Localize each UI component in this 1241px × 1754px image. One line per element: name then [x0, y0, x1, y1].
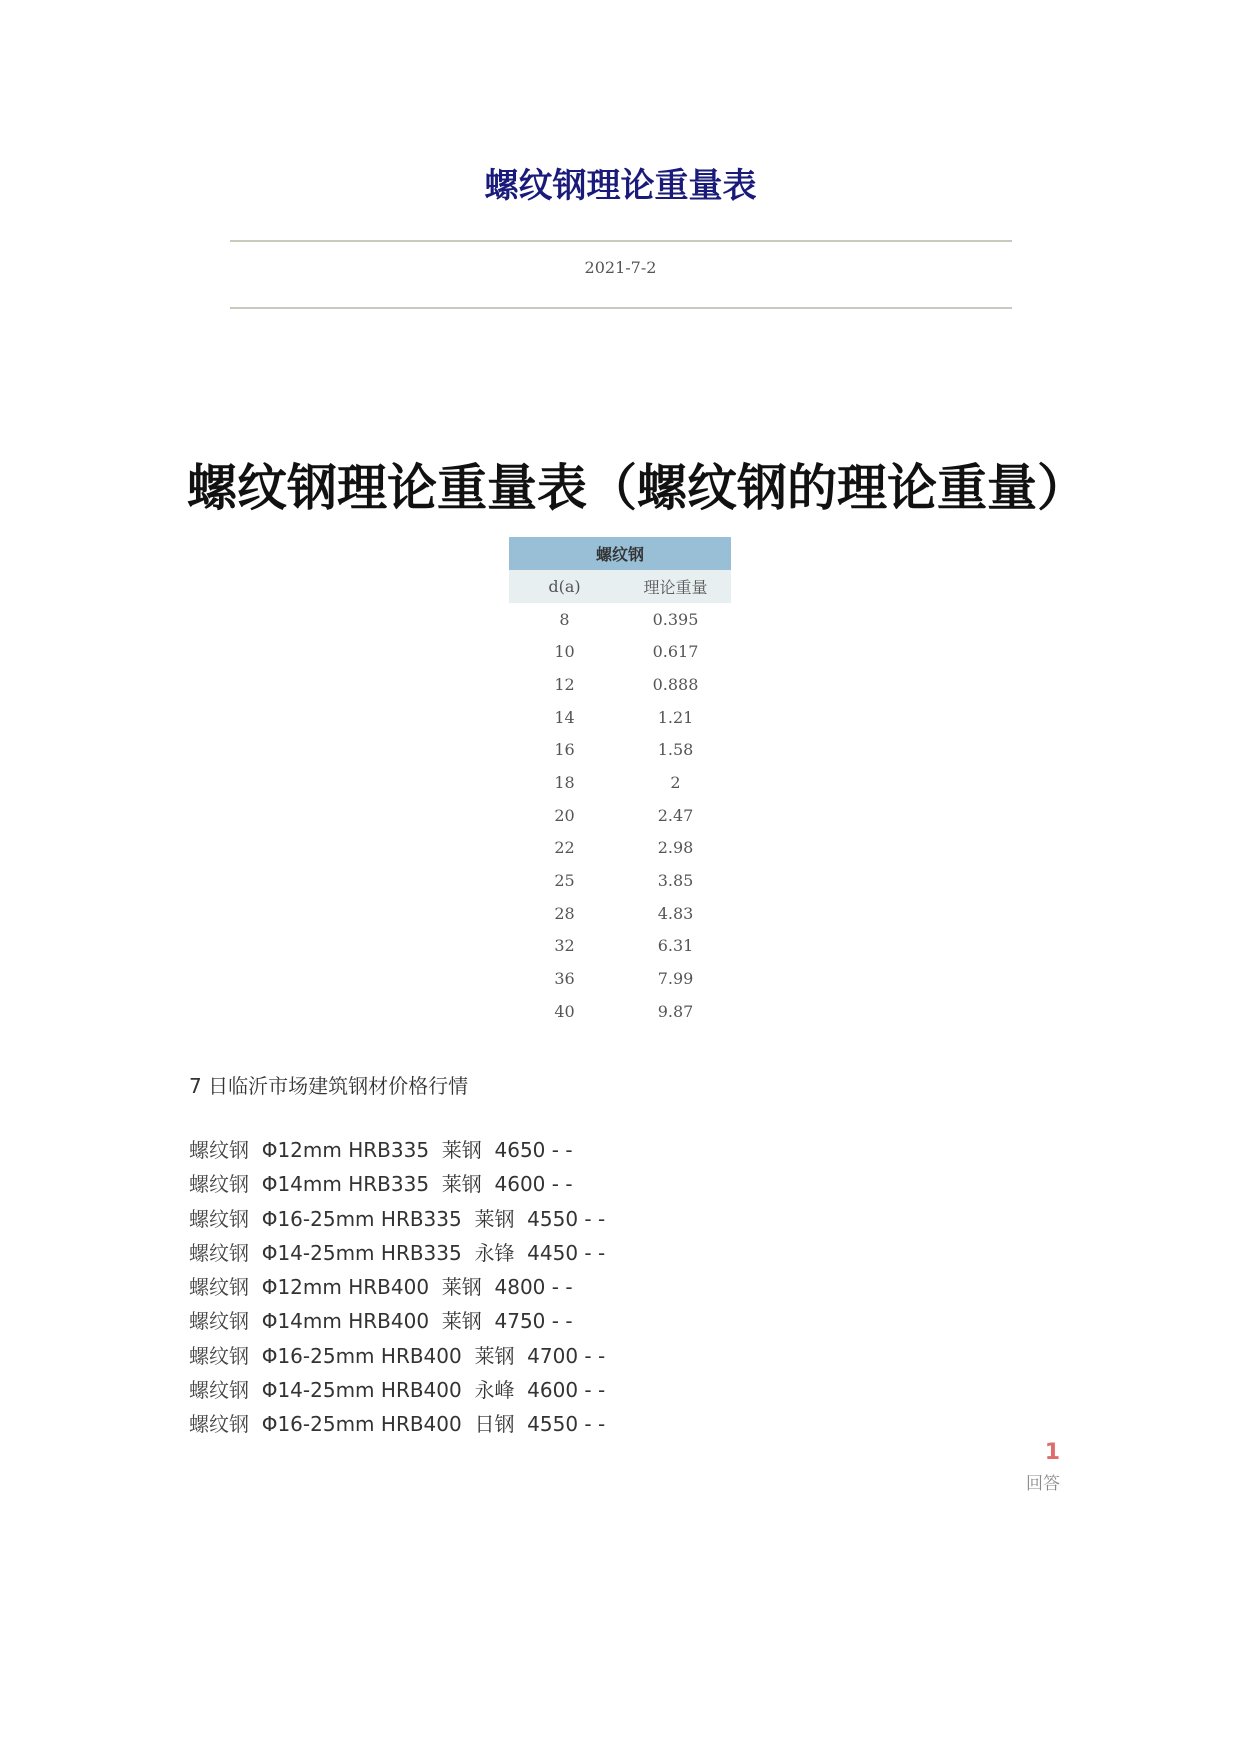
- table-row: [509, 701, 731, 734]
- table-row: [509, 799, 731, 832]
- rebar-weight-table: [509, 537, 731, 1028]
- diameter-cell: 16: [554, 740, 575, 760]
- item-detail: Φ14-25mm HRB335: [261, 1240, 462, 1265]
- item-detail: Φ14mm HRB335: [261, 1172, 430, 1197]
- table-row: [509, 930, 731, 963]
- price-item: [189, 1339, 605, 1373]
- item-name: 螺纹钢: [189, 1343, 249, 1368]
- market-heading: 7 日临沂市场建筑钢材价格行情: [189, 1074, 469, 1098]
- weight-cell: 2: [670, 772, 681, 792]
- weight-cell: 3.85: [657, 871, 694, 891]
- price-item: [189, 1270, 605, 1304]
- item-price: 4750 - -: [494, 1309, 573, 1334]
- item-price: 4700 - -: [527, 1343, 606, 1368]
- table-row: [509, 733, 731, 766]
- item-name: 螺纹钢: [189, 1206, 249, 1231]
- table-row: [509, 668, 731, 701]
- diameter-cell: 25: [554, 871, 575, 891]
- price-item: [189, 1167, 605, 1201]
- item-price: 4550 - -: [527, 1206, 606, 1231]
- item-brand: 莱钢: [441, 1309, 482, 1334]
- table-row: [509, 832, 731, 865]
- weight-cell: 4.83: [657, 903, 694, 923]
- price-item: [189, 1202, 605, 1236]
- item-brand: 永峰: [474, 1378, 515, 1403]
- weight-cell: 2.98: [657, 838, 694, 858]
- item-brand: 莱钢: [441, 1138, 482, 1162]
- weight-cell: 9.87: [657, 1001, 694, 1021]
- column-header-weight: 理论重量: [620, 570, 731, 603]
- diameter-cell: 10: [554, 642, 575, 662]
- item-price: 4550 - -: [527, 1412, 606, 1437]
- item-brand: 日钢: [474, 1412, 515, 1437]
- item-detail: Φ16-25mm HRB335: [261, 1206, 462, 1231]
- diameter-cell: 32: [554, 936, 575, 956]
- item-price: 4450 - -: [527, 1240, 606, 1265]
- weight-cell: 2.47: [657, 805, 694, 825]
- item-detail: Φ12mm HRB400: [261, 1275, 430, 1300]
- item-detail: Φ16-25mm HRB400: [261, 1343, 462, 1368]
- table-row: [509, 897, 731, 930]
- weight-cell: 0.617: [652, 642, 699, 662]
- diameter-cell: 40: [554, 1001, 575, 1021]
- item-brand: 莱钢: [474, 1206, 515, 1231]
- weight-cell: 1.58: [657, 740, 694, 760]
- item-name: 螺纹钢: [189, 1378, 249, 1403]
- item-name: 螺纹钢: [189, 1412, 249, 1437]
- diameter-cell: 22: [554, 838, 575, 858]
- item-brand: 莱钢: [441, 1275, 482, 1300]
- answer-widget[interactable]: [1000, 1440, 1060, 1494]
- item-brand: 莱钢: [474, 1343, 515, 1368]
- price-item: [189, 1407, 605, 1441]
- item-brand: 莱钢: [441, 1172, 482, 1197]
- weight-cell: 1.21: [657, 707, 694, 727]
- article-title: 螺纹钢理论重量表（螺纹钢的理论重量）: [187, 458, 1087, 517]
- diameter-cell: 20: [554, 805, 575, 825]
- answer-count: 1: [1044, 1440, 1060, 1465]
- table-row: [509, 635, 731, 668]
- table-group-header: 螺纹钢: [509, 537, 731, 570]
- price-list: [189, 1133, 605, 1442]
- price-item: [189, 1304, 605, 1338]
- item-price: 4600 - -: [527, 1378, 606, 1403]
- table-row: [509, 766, 731, 799]
- item-detail: Φ16-25mm HRB400: [261, 1412, 462, 1437]
- item-price: 4600 - -: [494, 1172, 573, 1197]
- price-item: [189, 1373, 605, 1407]
- diameter-cell: 12: [554, 674, 575, 694]
- price-item: [189, 1236, 605, 1270]
- item-detail: Φ14mm HRB400: [261, 1309, 430, 1334]
- document-title: 螺纹钢理论重量表: [484, 166, 757, 206]
- price-item: [189, 1133, 605, 1167]
- item-detail: Φ14-25mm HRB400: [261, 1378, 462, 1403]
- weight-cell: 6.31: [657, 936, 694, 956]
- item-price: 4800 - -: [494, 1275, 573, 1300]
- diameter-cell: 36: [554, 969, 575, 989]
- diameter-cell: 14: [554, 707, 575, 727]
- table-row: [509, 864, 731, 897]
- item-price: 4650 - -: [494, 1138, 573, 1162]
- table-row: [509, 962, 731, 995]
- diameter-cell: 18: [554, 772, 575, 792]
- publish-date: 2021-7-2: [584, 258, 657, 277]
- item-detail: Φ12mm HRB335: [261, 1138, 430, 1162]
- title-divider-bottom: [230, 307, 1012, 309]
- item-name: 螺纹钢: [189, 1138, 249, 1162]
- diameter-cell: 28: [554, 903, 575, 923]
- column-header-diameter: d(a): [509, 570, 620, 603]
- weight-cell: 0.888: [652, 674, 699, 694]
- diameter-cell: 8: [559, 609, 570, 629]
- title-divider-top: [230, 240, 1012, 242]
- item-brand: 永锋: [474, 1240, 515, 1265]
- weight-cell: 7.99: [657, 969, 694, 989]
- item-name: 螺纹钢: [189, 1172, 249, 1197]
- weight-cell: 0.395: [652, 609, 699, 629]
- item-name: 螺纹钢: [189, 1275, 249, 1300]
- table-row: [509, 603, 731, 636]
- answer-link[interactable]: 回答: [1026, 1474, 1060, 1494]
- item-name: 螺纹钢: [189, 1240, 249, 1265]
- table-row: [509, 995, 731, 1028]
- item-name: 螺纹钢: [189, 1309, 249, 1334]
